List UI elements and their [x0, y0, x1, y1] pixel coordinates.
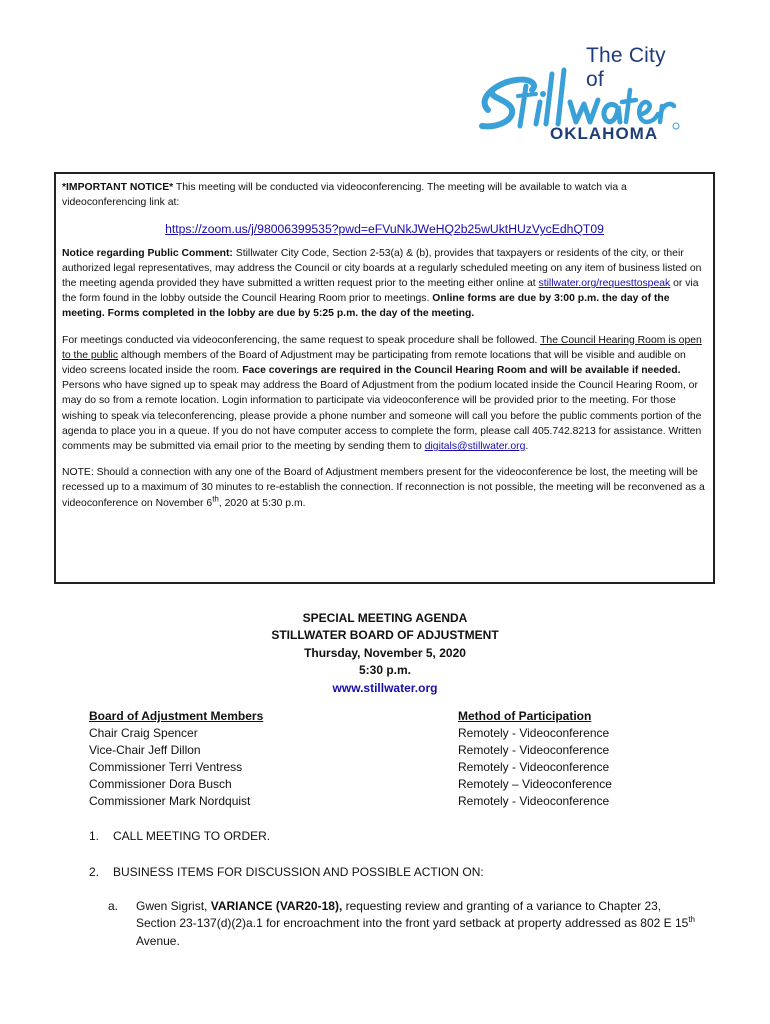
- notice-intro-text: This meeting will be conducted via videoconferencing. The meeting will be available to watch via a videoconferencing link at:: [62, 182, 627, 209]
- board-members-column: [89, 708, 263, 810]
- notice-intro-bold: *IMPORTANT NOTICE*: [62, 182, 174, 193]
- vc-text-1: For meetings conducted via videoconferencing, the same request to speak procedure shall be followed.: [62, 334, 541, 346]
- logo-line-oklahoma: OKLAHOMA: [550, 124, 659, 143]
- member-name: Chair Craig Spencer: [89, 726, 198, 740]
- member-method: Remotely - Videoconference: [458, 760, 610, 774]
- member-name: Commissioner Terri Ventress: [89, 760, 243, 774]
- member-name: Vice-Chair Jeff Dillon: [89, 743, 201, 757]
- public-comment-text-2: or via the form found in the lobby outside the Council Hearing Room prior to meetings.: [62, 278, 699, 305]
- agenda-title: SPECIAL MEETING AGENDA: [302, 611, 468, 625]
- member-method: Remotely - Videoconference: [458, 794, 610, 808]
- request-to-speak-link[interactable]: stillwater.org/requesttospeak: [538, 278, 671, 290]
- member-name: Commissioner Dora Busch: [89, 777, 232, 791]
- vc-text-3: Persons who have signed up to speak may address the Board of Adjustment from the podium located inside the Council Hearing Room, or may do so from a remote location. Login information to participate via videoconference will be provided prior to the meeting. For those wishing to speak via teleconferencing, please provide a phone number and someone will call you before the public comments portion of the agenda to place you in a queue. If you do not have computer access to complete the form, please call 405.742.8213 for assistance. Written comments may be submitted via email prior to the meeting by sending them to: [62, 380, 702, 453]
- agenda-time: 5:30 p.m.: [358, 663, 412, 678]
- agenda-date: Thursday, November 5, 2020: [304, 645, 466, 660]
- agenda-item-text: CALL MEETING TO ORDER.: [113, 829, 271, 843]
- note-text-2: , 2020 at 5:30 p.m.: [218, 497, 306, 509]
- subitem-text-1: Gwen Sigrist,: [136, 899, 211, 913]
- note-sup: th: [212, 494, 219, 504]
- member-method: Remotely - Videoconference: [458, 726, 610, 740]
- zoom-link-line: [62, 222, 707, 237]
- public-comment-text-1: Stillwater City Code, Section 2-53(a) & (b), provides that taxpayers or residents of the city, or their authorized legal representatives, may address the Council or city boards at a regularly scheduled meeting on any item of business listed on the meeting agenda provided they have submitted a written request prior to the meeting either online at: [62, 247, 702, 290]
- method-header: Method of Participation: [458, 709, 592, 723]
- public-comment-deadlines: Online forms are due by 3:00 p.m. the day of the meeting. Forms completed in the lobby are due by 5:25 p.m. the day of the meeting.: [62, 293, 670, 320]
- agenda-heading: [0, 610, 770, 697]
- member-method: Remotely - Videoconference: [458, 743, 610, 757]
- note-text-1: NOTE: Should a connection with any one of the Board of Adjustment members present for the videoconference be lost, the meeting will be recessed up to a maximum of 30 minutes to re-establish the connection. If reconnection is not possible, the meeting will be reconvened as a videoconference on November 6: [62, 467, 705, 509]
- agenda-item-number: 2.: [89, 865, 100, 879]
- members-header: Board of Adjustment Members: [89, 709, 264, 723]
- reconnection-note: [62, 465, 707, 511]
- vc-text-2: although members of the Board of Adjustment may be participating from remote locations that will be visible and audible on video screens located inside the room.: [62, 349, 686, 377]
- vc-end: .: [525, 441, 529, 453]
- subitem-sup: th: [688, 915, 695, 925]
- email-link[interactable]: digitals@stillwater.org: [424, 441, 526, 453]
- member-method: Remotely – Videoconference: [458, 777, 612, 791]
- subitem-text-3: Avenue.: [136, 933, 180, 948]
- notice-intro: [62, 180, 707, 210]
- vc-open-to-public: The Council Hearing Room is open to the public: [62, 334, 702, 361]
- subitem-label: a.: [108, 899, 119, 913]
- participation-method-column: [458, 708, 612, 810]
- subitem-variance: VARIANCE (VAR20-18),: [210, 899, 343, 913]
- agenda-board: STILLWATER BOARD OF ADJUSTMENT: [271, 628, 499, 643]
- zoom-link[interactable]: https://zoom.us/j/98006399535?pwd=eFVuNkJWeHQ2b25wUktHUzVycEdhQT09: [165, 222, 604, 237]
- agenda-item-number: 1.: [89, 829, 100, 843]
- vc-face-coverings: Face coverings are required in the Council Hearing Room and will be available if needed.: [242, 365, 681, 377]
- logo-line-the-city-of: The City of: [586, 44, 666, 91]
- videoconference-paragraph: [62, 333, 707, 455]
- public-comment-paragraph: [62, 246, 707, 322]
- website-link[interactable]: www.stillwater.org: [332, 680, 438, 695]
- important-notice-box: [54, 172, 715, 584]
- subitem-body: [136, 898, 696, 950]
- agenda-item-text: BUSINESS ITEMS FOR DISCUSSION AND POSSIBLE ACTION ON:: [113, 865, 484, 879]
- member-name: Commissioner Mark Nordquist: [89, 794, 251, 808]
- subitem-text-2: requesting review and granting of a variance to Chapter 23, Section 23-137(d)(2)a.1 for encroachment into the front yard setback at property addressed as 802 E 15: [136, 899, 689, 931]
- city-logo: [468, 40, 688, 150]
- public-comment-label: Notice regarding Public Comment:: [62, 247, 233, 259]
